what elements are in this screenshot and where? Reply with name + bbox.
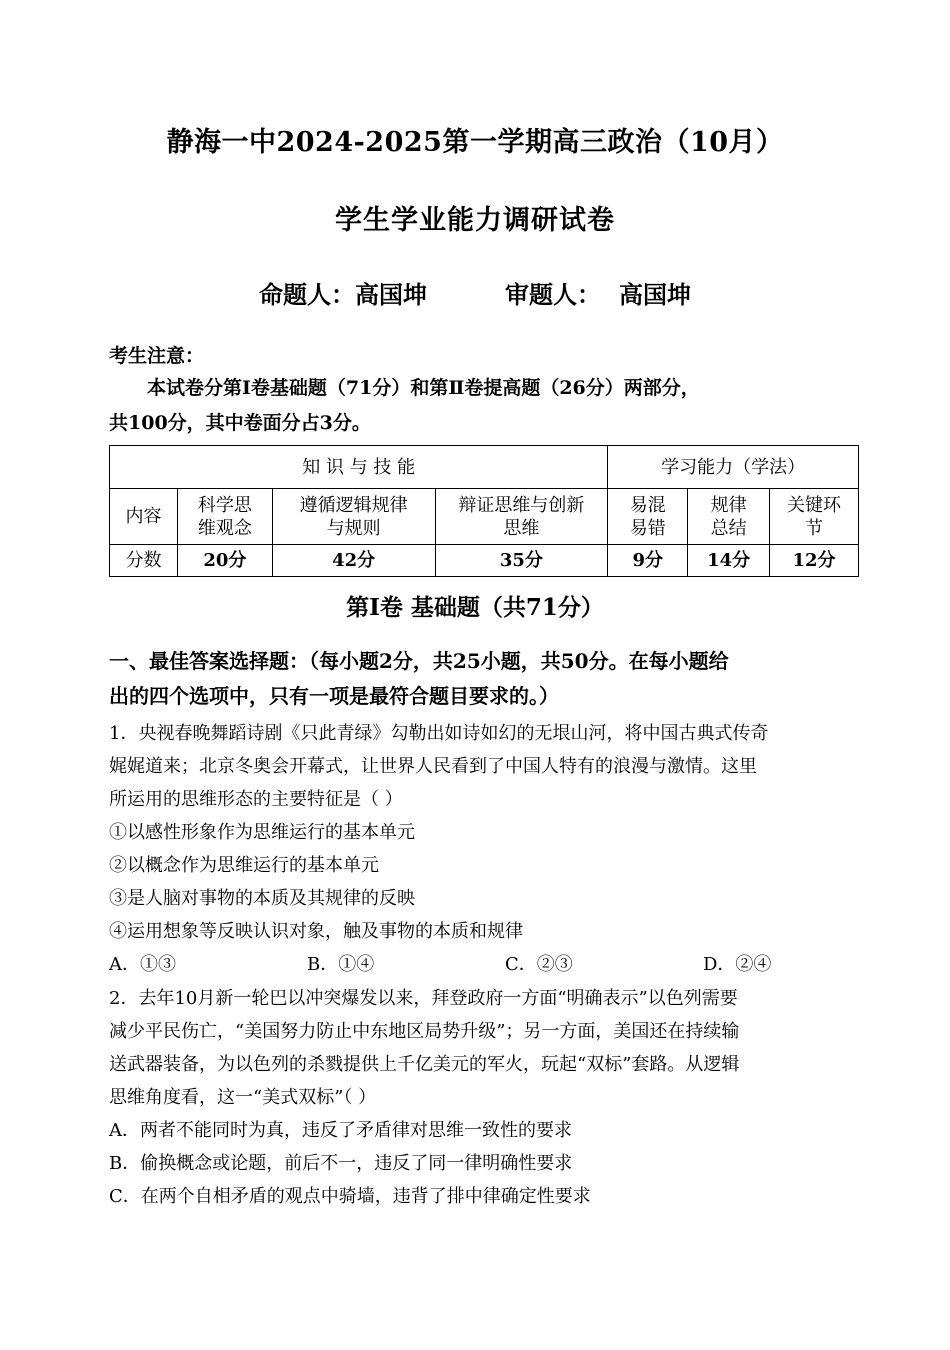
question-stem-line: 娓娓道来；北京冬奥会开幕式，让世界人民看到了中国人特有的浪漫与激情。这里 xyxy=(109,756,757,777)
question-stem-line: 1．央视春晚舞蹈诗剧《只此青绿》勾勒出如诗如幻的无垠山河，将中国古典式传奇 xyxy=(109,723,769,744)
exam-title: 静海一中2024-2025第一学期高三政治（10月） xyxy=(166,127,784,158)
question-2 xyxy=(109,982,849,1213)
reviewer-name: 高国坤 xyxy=(619,281,691,309)
authors-line xyxy=(0,275,950,310)
column-header: 科学思 维观念 xyxy=(177,489,272,545)
question-stem-line: 送武器装备，为以色列的杀戮提供上千亿美元的军火，玩起“双标”套路。从逻辑 xyxy=(109,1054,740,1075)
statement: ④运用想象等反映认识对象，触及事物的本质和规律 xyxy=(109,921,523,942)
score-table xyxy=(109,445,859,577)
table-row-groups xyxy=(110,446,859,489)
option-a[interactable]: A．①③ xyxy=(109,954,176,975)
question-1 xyxy=(109,717,849,981)
score-cell: 20分 xyxy=(177,545,272,577)
row-label-score: 分数 xyxy=(110,545,178,577)
option-c[interactable]: C．在两个自相矛盾的观点中骑墙，违背了排中律确定性要求 xyxy=(109,1186,591,1207)
option-a[interactable]: A．两者不能同时为真，违反了矛盾律对思维一致性的要求 xyxy=(109,1120,572,1141)
option-b[interactable]: B．①④ xyxy=(307,954,375,975)
statement: ①以感性形象作为思维运行的基本单元 xyxy=(109,822,415,843)
column-header: 关键环 节 xyxy=(770,489,859,545)
answer-options xyxy=(109,948,849,981)
question-stem-line: 思维角度看，这一“美式双标”（ ） xyxy=(109,1087,377,1108)
statement: ②以概念作为思维运行的基本单元 xyxy=(109,855,379,876)
question-type-instructions: 一、最佳答案选择题：（每小题2分，共25小题，共50分。在每小题给 出的四个选项中，只有一项是最符合题目要求的。） xyxy=(109,649,729,708)
notice-line-2: 共100分，其中卷面分占3分。 xyxy=(109,412,371,434)
statement: ③是人脑对事物的本质及其规律的反映 xyxy=(109,888,415,909)
option-b[interactable]: B．偷换概念或论题，前后不一，违反了同一律明确性要求 xyxy=(109,1153,573,1174)
reviewer-label: 审题人： xyxy=(505,281,601,309)
question-stem-line: 2．去年10月新一轮巴以冲突爆发以来，拜登政府一方面“明确表示”以色列需要 xyxy=(109,988,738,1009)
column-header: 辩证思维与创新 思维 xyxy=(435,489,608,545)
option-d[interactable]: D．②④ xyxy=(703,954,772,975)
group-knowledge-skills: 知 识 与 技 能 xyxy=(110,446,608,489)
group-learning-ability: 学习能力（学法） xyxy=(608,446,859,489)
exam-subtitle: 学生学业能力调研试卷 xyxy=(335,205,615,236)
row-label-content: 内容 xyxy=(110,489,178,545)
option-c[interactable]: C．②③ xyxy=(505,954,573,975)
question-stem-line: 所运用的思维形态的主要特征是（ ） xyxy=(109,789,403,810)
score-cell: 14分 xyxy=(688,545,770,577)
score-cell: 42分 xyxy=(272,545,435,577)
section-title: 第Ⅰ卷 基础题（共71分） xyxy=(346,594,604,621)
score-cell: 12分 xyxy=(770,545,859,577)
notice-line-1: 本试卷分第Ⅰ卷基础题（71分）和第Ⅱ卷提高题（26分）两部分， xyxy=(147,377,700,399)
notice-heading: 考生注意： xyxy=(109,345,205,367)
score-cell: 35分 xyxy=(435,545,608,577)
score-cell: 9分 xyxy=(608,545,688,577)
table-row-scores xyxy=(110,545,859,577)
column-header: 遵循逻辑规律 与规则 xyxy=(272,489,435,545)
author-label: 命题人：高国坤 xyxy=(259,281,427,309)
table-row-content xyxy=(110,489,859,545)
column-header: 规律 总结 xyxy=(688,489,770,545)
column-header: 易混 易错 xyxy=(608,489,688,545)
question-stem-line: 减少平民伤亡，“美国努力防止中东地区局势升级”；另一方面，美国还在持续输 xyxy=(109,1021,740,1042)
notice-text xyxy=(109,371,849,441)
